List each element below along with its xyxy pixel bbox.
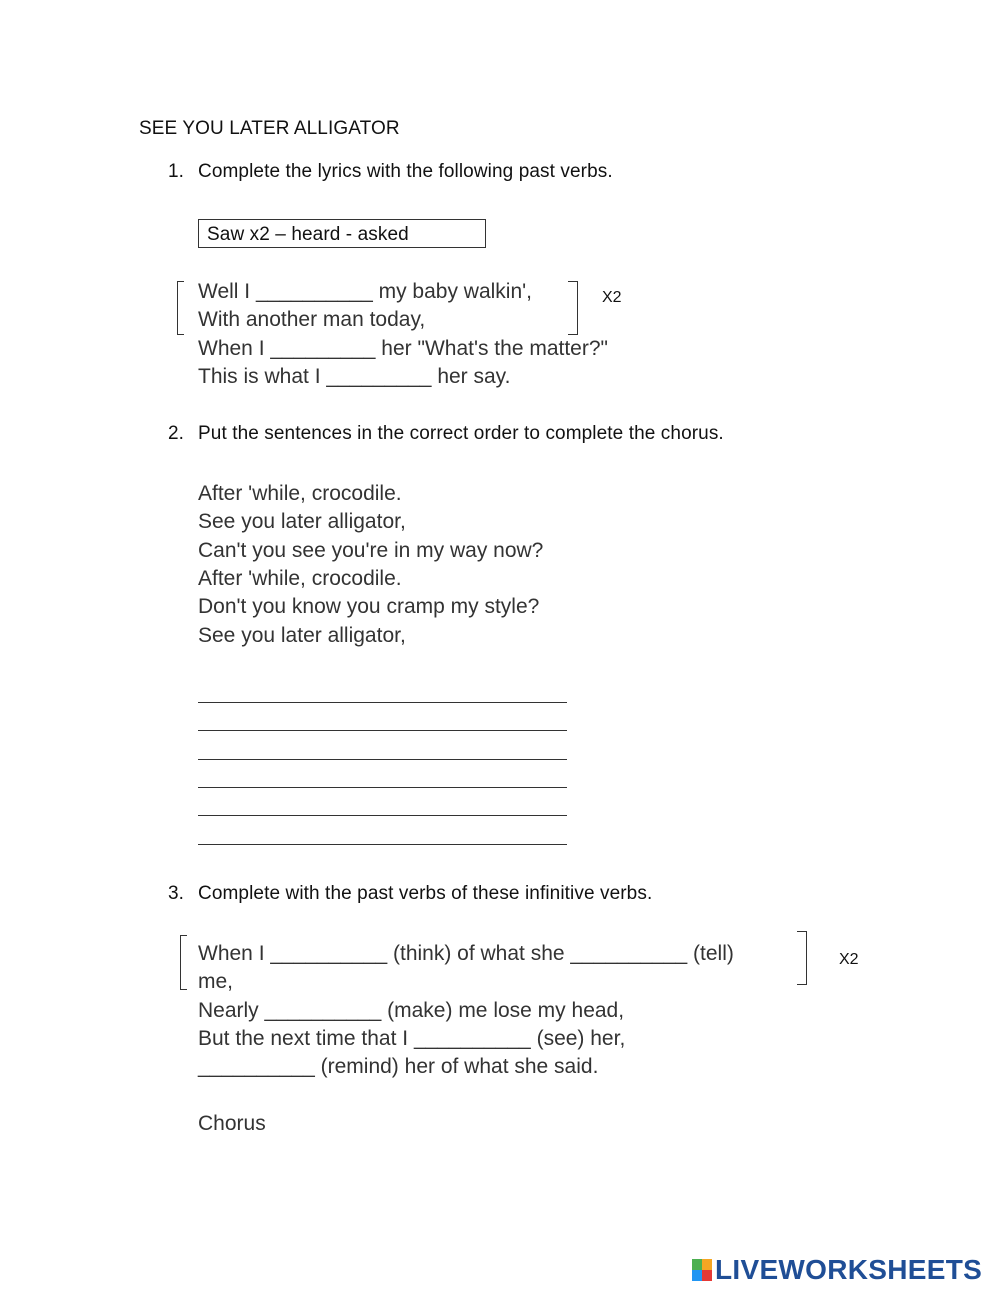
- lyric-line: With another man today,: [198, 308, 426, 331]
- q1-instruction: Complete the lyrics with the following past verbs.: [198, 161, 613, 182]
- answer-line[interactable]: [198, 759, 567, 760]
- worksheet-title: SEE YOU LATER ALLIGATOR: [139, 118, 400, 139]
- repeat-bracket-left: [177, 281, 184, 335]
- chorus-sentence: After 'while, crocodile.: [198, 482, 402, 505]
- logo-square: [692, 1259, 702, 1270]
- chorus-sentence: Can't you see you're in my way now?: [198, 539, 544, 562]
- logo-square: [692, 1270, 702, 1281]
- liveworksheets-logo[interactable]: [692, 1256, 982, 1284]
- repeat-bracket-right: [797, 931, 807, 985]
- repeat-bracket-right: [568, 281, 578, 335]
- chorus-sentence: See you later alligator,: [198, 624, 406, 647]
- answer-line[interactable]: [198, 815, 567, 816]
- lyric-line: But the next time that I __________ (see) her,: [198, 1027, 626, 1050]
- q3-number: 3.: [168, 883, 185, 904]
- answer-line[interactable]: [198, 702, 567, 703]
- chorus-sentence: See you later alligator,: [198, 510, 406, 533]
- word-box: Saw x2 – heard - asked: [198, 219, 486, 248]
- chorus-sentence: After 'while, crocodile.: [198, 567, 402, 590]
- lyric-line: When I __________ (think) of what she __________ (tell): [198, 942, 734, 965]
- repeat-marker: X2: [602, 289, 622, 306]
- logo-grid-icon: [692, 1259, 712, 1281]
- lyric-line: me,: [198, 970, 234, 993]
- answer-line[interactable]: [198, 787, 567, 788]
- answer-line[interactable]: [198, 730, 567, 731]
- chorus-sentence: Don't you know you cramp my style?: [198, 595, 540, 618]
- lyric-line: Well I __________ my baby walkin',: [198, 280, 532, 303]
- logo-square: [702, 1270, 712, 1281]
- answer-line[interactable]: [198, 844, 567, 845]
- repeat-bracket-left: [180, 935, 187, 990]
- lyric-line: This is what I _________ her say.: [198, 365, 511, 388]
- lyric-line: Nearly __________ (make) me lose my head,: [198, 999, 625, 1022]
- logo-text: LIVEWORKSHEETS: [715, 1254, 983, 1285]
- repeat-marker: X2: [839, 951, 859, 968]
- q3-instruction: Complete with the past verbs of these infinitive verbs.: [198, 883, 653, 904]
- chorus-label: Chorus: [198, 1112, 266, 1135]
- lyric-line: __________ (remind) her of what she said.: [198, 1055, 599, 1078]
- q2-number: 2.: [168, 423, 185, 444]
- q1-number: 1.: [168, 161, 185, 182]
- logo-square: [702, 1259, 712, 1270]
- q2-instruction: Put the sentences in the correct order to complete the chorus.: [198, 423, 724, 444]
- lyric-line: When I _________ her "What's the matter?": [198, 337, 608, 360]
